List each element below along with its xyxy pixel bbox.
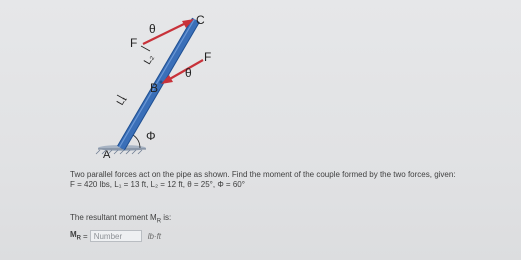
problem-givens: F = 420 lbs, L₁ = 13 ft, L₂ = 12 ft, θ = 25°, Φ = 60° <box>70 180 245 189</box>
answer-row <box>70 228 161 244</box>
label-theta-right: θ <box>185 66 192 80</box>
label-theta-top: θ <box>149 22 156 36</box>
answer-equals: = <box>83 231 88 241</box>
label-l2: L₂ <box>142 52 157 67</box>
resultant-label-sub: R <box>156 218 162 225</box>
resultant-label-suffix: is: <box>163 213 172 222</box>
answer-unit: lb·ft <box>147 231 162 241</box>
label-b: B <box>150 81 159 95</box>
label-f-top: F <box>130 36 138 50</box>
label-c: C <box>196 13 205 27</box>
label-f-right: F <box>204 50 212 64</box>
label-l1: L₁ <box>115 94 130 108</box>
answer-variable: $M_R$ <box>70 230 82 242</box>
label-phi: Φ <box>146 129 156 143</box>
answer-number-input[interactable] <box>90 230 142 242</box>
resultant-label <box>70 213 171 225</box>
problem-statement: Two parallel forces act on the pipe as shown. Find the moment of the couple formed by the two forces, given: <box>70 170 456 179</box>
point-b-marker <box>160 81 163 84</box>
label-a: A <box>103 149 111 161</box>
resultant-label-text: The resultant moment M <box>70 213 157 222</box>
